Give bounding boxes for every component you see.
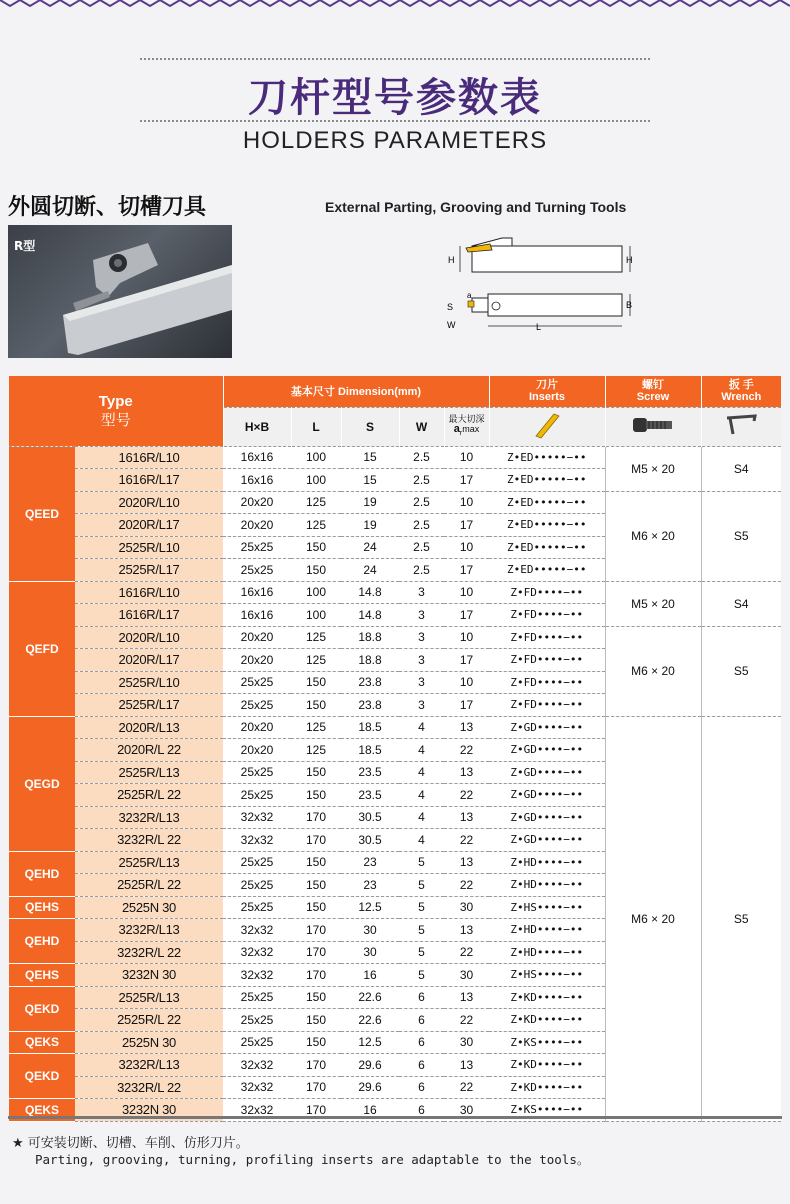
l-cell: 150 — [291, 671, 341, 694]
insert-cell: Z•GD••••−•• — [489, 829, 605, 852]
insert-cell: Z•ED•••••−•• — [489, 446, 605, 469]
group-name: QEKD — [9, 1054, 75, 1099]
s-cell: 30 — [341, 919, 399, 942]
w-cell: 3 — [399, 671, 444, 694]
screw-icon — [631, 412, 675, 438]
model-cell: 2020R/L 22 — [75, 739, 223, 762]
screw-cell: M5 × 20 — [605, 581, 701, 626]
screw-header — [605, 376, 701, 407]
s-cell: 30 — [341, 941, 399, 964]
w-cell: 4 — [399, 761, 444, 784]
w-cell: 4 — [399, 806, 444, 829]
hb-cell: 25x25 — [223, 1009, 291, 1032]
group-name: QEKD — [9, 986, 75, 1031]
hb-cell: 25x25 — [223, 851, 291, 874]
insert-cell: Z•ED•••••−•• — [489, 469, 605, 492]
insert-cell: Z•GD••••−•• — [489, 784, 605, 807]
depth-cell: 22 — [444, 829, 489, 852]
bottom-rule — [8, 1116, 782, 1119]
depth-cell: 22 — [444, 784, 489, 807]
wrench-cell: S5 — [701, 626, 781, 716]
wrench-cell: S4 — [701, 581, 781, 626]
w-cell: 3 — [399, 626, 444, 649]
s-cell: 14.8 — [341, 581, 399, 604]
depth-cell: 13 — [444, 1054, 489, 1077]
hb-cell: 25x25 — [223, 536, 291, 559]
s-cell: 15 — [341, 446, 399, 469]
s-cell: 23.8 — [341, 694, 399, 717]
col-screw-image — [605, 407, 701, 446]
depth-cell: 17 — [444, 694, 489, 717]
group-name: QEKS — [9, 1031, 75, 1054]
model-cell: 2020R/L13 — [75, 716, 223, 739]
model-cell: 3232R/L 22 — [75, 941, 223, 964]
section-title-cn: 外圆切断、切槽刀具 — [8, 195, 207, 220]
s-cell: 22.6 — [341, 1009, 399, 1032]
label-h-right: H — [626, 255, 633, 265]
zigzag-border — [0, 0, 790, 10]
insert-cell: Z•KD••••−•• — [489, 1009, 605, 1032]
wrench-header — [701, 376, 781, 407]
w-cell: 2.5 — [399, 559, 444, 582]
w-cell: 4 — [399, 739, 444, 762]
wrench-header-en: Wrench — [721, 391, 762, 404]
depth-cell: 10 — [444, 581, 489, 604]
l-cell: 150 — [291, 986, 341, 1009]
model-cell: 2525R/L10 — [75, 536, 223, 559]
col-insert-image — [489, 407, 605, 446]
depth-cell: 17 — [444, 604, 489, 627]
model-cell: 2525R/L13 — [75, 761, 223, 784]
l-cell: 125 — [291, 739, 341, 762]
insert-cell: Z•FD••••−•• — [489, 604, 605, 627]
model-cell: 1616R/L17 — [75, 469, 223, 492]
model-cell: 1616R/L10 — [75, 581, 223, 604]
group-name: QEGD — [9, 716, 75, 851]
label-h-left: H — [448, 255, 455, 265]
insert-cell: Z•ED•••••−•• — [489, 559, 605, 582]
insert-cell: Z•HD••••−•• — [489, 941, 605, 964]
model-cell: 3232N 30 — [75, 964, 223, 987]
s-cell: 23 — [341, 874, 399, 897]
l-cell: 170 — [291, 829, 341, 852]
w-cell: 4 — [399, 716, 444, 739]
depth-cell: 10 — [444, 446, 489, 469]
l-cell: 100 — [291, 581, 341, 604]
hb-cell: 32x32 — [223, 1054, 291, 1077]
col-wrench-image — [701, 407, 781, 446]
insert-cell: Z•FD••••−•• — [489, 649, 605, 672]
table-row — [9, 581, 781, 604]
l-cell: 150 — [291, 1031, 341, 1054]
hb-cell: 20x20 — [223, 739, 291, 762]
divider-middle — [140, 120, 650, 122]
hb-cell: 16x16 — [223, 604, 291, 627]
screw-cell: M6 × 20 — [605, 491, 701, 581]
note-en: Parting, grooving, turning, profiling inserts are adaptable to the tools。 — [35, 1152, 590, 1167]
l-cell: 150 — [291, 536, 341, 559]
model-cell: 3232R/L 22 — [75, 829, 223, 852]
w-cell: 2.5 — [399, 491, 444, 514]
s-cell: 18.5 — [341, 716, 399, 739]
depth-cell: 22 — [444, 1076, 489, 1099]
s-cell: 22.6 — [341, 986, 399, 1009]
w-cell: 6 — [399, 1031, 444, 1054]
l-cell: 150 — [291, 851, 341, 874]
insert-cell: Z•KD••••−•• — [489, 1054, 605, 1077]
hb-cell: 16x16 — [223, 581, 291, 604]
s-cell: 29.6 — [341, 1076, 399, 1099]
s-cell: 23.8 — [341, 671, 399, 694]
l-cell: 100 — [291, 446, 341, 469]
insert-cell: Z•HS••••−•• — [489, 964, 605, 987]
l-cell: 125 — [291, 491, 341, 514]
model-cell: 2525R/L 22 — [75, 874, 223, 897]
inserts-header-en: Inserts — [528, 391, 566, 404]
w-cell: 3 — [399, 604, 444, 627]
dimension-header: 基本尺寸 Dimension(mm) — [223, 376, 489, 407]
group-name: QEHD — [9, 919, 75, 964]
l-cell: 100 — [291, 469, 341, 492]
screw-cell: M6 × 20 — [605, 626, 701, 716]
model-cell: 2020R/L17 — [75, 649, 223, 672]
w-cell: 6 — [399, 1099, 444, 1122]
screw-cell: M5 × 20 — [605, 446, 701, 491]
depth-cell: 10 — [444, 536, 489, 559]
hb-cell: 25x25 — [223, 986, 291, 1009]
insert-cell: Z•KS••••−•• — [489, 1031, 605, 1054]
w-cell: 5 — [399, 874, 444, 897]
insert-icon — [532, 410, 562, 440]
group-name: QEKS — [9, 1099, 75, 1122]
depth-cell: 22 — [444, 1009, 489, 1032]
screw-cell: M6 × 20 — [605, 716, 701, 1121]
tool-dimension-diagram — [440, 232, 640, 334]
w-cell: 5 — [399, 896, 444, 919]
insert-cell: Z•HD••••−•• — [489, 851, 605, 874]
group-name: QEFD — [9, 581, 75, 716]
depth-cell: 10 — [444, 671, 489, 694]
s-cell: 23.5 — [341, 761, 399, 784]
w-cell: 3 — [399, 581, 444, 604]
insert-cell: Z•HD••••−•• — [489, 874, 605, 897]
inserts-header — [489, 376, 605, 407]
hb-cell: 25x25 — [223, 874, 291, 897]
hb-cell: 25x25 — [223, 671, 291, 694]
wrench-cell: S4 — [701, 446, 781, 491]
l-cell: 125 — [291, 649, 341, 672]
model-cell: 1616R/L10 — [75, 446, 223, 469]
hb-cell: 32x32 — [223, 941, 291, 964]
col-s: S — [341, 407, 399, 446]
w-cell: 2.5 — [399, 536, 444, 559]
model-cell: 2525R/L 22 — [75, 1009, 223, 1032]
model-cell: 2020R/L10 — [75, 491, 223, 514]
table-body — [9, 446, 781, 1121]
depth-cell: 10 — [444, 626, 489, 649]
wrench-header-cn: 扳 手 — [728, 379, 754, 392]
w-cell: 6 — [399, 1076, 444, 1099]
inserts-header-cn: 刀片 — [536, 379, 559, 392]
hb-cell: 32x32 — [223, 1076, 291, 1099]
hb-cell: 25x25 — [223, 559, 291, 582]
group-name: QEHD — [9, 851, 75, 896]
insert-cell: Z•ED•••••−•• — [489, 491, 605, 514]
l-cell: 150 — [291, 784, 341, 807]
depth-cell: 30 — [444, 964, 489, 987]
hb-cell: 25x25 — [223, 761, 291, 784]
hb-cell: 20x20 — [223, 649, 291, 672]
w-cell: 3 — [399, 694, 444, 717]
model-cell: 3232R/L 22 — [75, 1076, 223, 1099]
depth-cell: 13 — [444, 851, 489, 874]
table-row — [9, 446, 781, 469]
col-depth-cn: 最大切深 — [448, 413, 485, 424]
l-cell: 170 — [291, 1076, 341, 1099]
l-cell: 170 — [291, 919, 341, 942]
hb-cell: 16x16 — [223, 469, 291, 492]
type-header-en: Type — [98, 392, 133, 410]
model-cell: 2525R/L13 — [75, 986, 223, 1009]
w-cell: 4 — [399, 829, 444, 852]
l-cell: 170 — [291, 806, 341, 829]
hb-cell: 20x20 — [223, 626, 291, 649]
model-cell: 2020R/L10 — [75, 626, 223, 649]
l-cell: 170 — [291, 964, 341, 987]
model-cell: 2525R/L17 — [75, 559, 223, 582]
w-cell: 5 — [399, 964, 444, 987]
s-cell: 12.5 — [341, 1031, 399, 1054]
hb-cell: 25x25 — [223, 896, 291, 919]
type-header-cn: 型号 — [100, 411, 131, 429]
model-cell: 3232N 30 — [75, 1099, 223, 1122]
model-cell: 2020R/L17 — [75, 514, 223, 537]
l-cell: 125 — [291, 626, 341, 649]
group-name: QEHS — [9, 896, 75, 919]
group-name: QEHS — [9, 964, 75, 987]
tool-holder-illustration — [8, 225, 232, 358]
l-cell: 170 — [291, 1099, 341, 1122]
model-cell: 3232R/L13 — [75, 919, 223, 942]
insert-cell: Z•GD••••−•• — [489, 806, 605, 829]
label-w: W — [447, 320, 456, 330]
w-cell: 5 — [399, 851, 444, 874]
model-cell: 2525R/L13 — [75, 851, 223, 874]
depth-cell: 22 — [444, 874, 489, 897]
l-cell: 170 — [291, 1054, 341, 1077]
screw-header-cn: 螺钉 — [642, 379, 665, 392]
col-depth — [444, 407, 489, 446]
model-cell: 2525N 30 — [75, 1031, 223, 1054]
model-cell: 2525R/L10 — [75, 671, 223, 694]
insert-cell: Z•FD••••−•• — [489, 694, 605, 717]
wrench-cell: S5 — [701, 491, 781, 581]
model-cell: 3232R/L13 — [75, 806, 223, 829]
w-cell: 6 — [399, 1054, 444, 1077]
depth-cell: 17 — [444, 559, 489, 582]
l-cell: 150 — [291, 694, 341, 717]
w-cell: 6 — [399, 1009, 444, 1032]
insert-cell: Z•GD••••−•• — [489, 739, 605, 762]
l-cell: 150 — [291, 559, 341, 582]
hb-cell: 32x32 — [223, 829, 291, 852]
hb-cell: 32x32 — [223, 919, 291, 942]
s-cell: 19 — [341, 514, 399, 537]
s-cell: 23.5 — [341, 784, 399, 807]
hb-cell: 32x32 — [223, 806, 291, 829]
note-cn: ★ 可安装切断、切槽、车削、仿形刀片。 — [12, 1136, 249, 1151]
insert-cell: Z•KD••••−•• — [489, 986, 605, 1009]
hb-cell: 20x20 — [223, 514, 291, 537]
insert-cell: Z•ED•••••−•• — [489, 514, 605, 537]
table-row — [9, 626, 781, 649]
type-header — [9, 376, 223, 446]
depth-cell: 22 — [444, 941, 489, 964]
s-cell: 30.5 — [341, 829, 399, 852]
depth-cell: 30 — [444, 1031, 489, 1054]
hb-cell: 20x20 — [223, 491, 291, 514]
table-row — [9, 491, 781, 514]
insert-cell: Z•FD••••−•• — [489, 626, 605, 649]
insert-cell: Z•HS••••−•• — [489, 896, 605, 919]
depth-cell: 30 — [444, 896, 489, 919]
s-cell: 18.8 — [341, 626, 399, 649]
depth-cell: 13 — [444, 919, 489, 942]
s-cell: 15 — [341, 469, 399, 492]
hb-cell: 25x25 — [223, 694, 291, 717]
w-cell: 3 — [399, 649, 444, 672]
insert-cell: Z•ED•••••−•• — [489, 536, 605, 559]
table-row — [9, 716, 781, 739]
col-w: W — [399, 407, 444, 446]
hb-cell: 25x25 — [223, 784, 291, 807]
s-cell: 14.8 — [341, 604, 399, 627]
w-cell: 4 — [399, 784, 444, 807]
page-title-cn: 刀杆型号参数表 — [248, 75, 542, 121]
s-cell: 18.8 — [341, 649, 399, 672]
l-cell: 125 — [291, 716, 341, 739]
hb-cell: 32x32 — [223, 964, 291, 987]
model-cell: 3232R/L13 — [75, 1054, 223, 1077]
l-cell: 170 — [291, 941, 341, 964]
depth-cell: 13 — [444, 761, 489, 784]
holders-table — [9, 376, 781, 1122]
label-s: S — [447, 302, 454, 312]
hb-cell: 20x20 — [223, 716, 291, 739]
wrench-cell: S5 — [701, 716, 781, 1121]
w-cell: 5 — [399, 919, 444, 942]
model-cell: 1616R/L17 — [75, 604, 223, 627]
w-cell: 5 — [399, 941, 444, 964]
s-cell: 29.6 — [341, 1054, 399, 1077]
s-cell: 30.5 — [341, 806, 399, 829]
col-depth-a: a — [453, 422, 460, 435]
w-cell: 2.5 — [399, 514, 444, 537]
insert-cell: Z•KD••••−•• — [489, 1076, 605, 1099]
s-cell: 16 — [341, 1099, 399, 1122]
l-cell: 100 — [291, 604, 341, 627]
insert-cell: Z•FD••••−•• — [489, 581, 605, 604]
wrench-icon — [721, 412, 761, 438]
depth-cell: 13 — [444, 716, 489, 739]
insert-cell: Z•FD••••−•• — [489, 671, 605, 694]
page-title-en: HOLDERS PARAMETERS — [242, 127, 548, 154]
depth-cell: 17 — [444, 469, 489, 492]
w-cell: 2.5 — [399, 469, 444, 492]
insert-cell: Z•HD••••−•• — [489, 919, 605, 942]
screw-header-en: Screw — [636, 391, 670, 404]
depth-cell: 22 — [444, 739, 489, 762]
l-cell: 150 — [291, 896, 341, 919]
depth-cell: 13 — [444, 806, 489, 829]
model-cell: 2525R/L 22 — [75, 784, 223, 807]
depth-cell: 17 — [444, 514, 489, 537]
section-title-en: External Parting, Grooving and Turning Tools — [325, 199, 627, 215]
insert-cell: Z•GD••••−•• — [489, 761, 605, 784]
photo-label: R型 — [14, 239, 36, 253]
s-cell: 24 — [341, 559, 399, 582]
s-cell: 24 — [341, 536, 399, 559]
tool-photo — [8, 225, 232, 358]
depth-cell: 13 — [444, 986, 489, 1009]
l-cell: 150 — [291, 1009, 341, 1032]
s-cell: 23 — [341, 851, 399, 874]
label-l: L — [536, 322, 542, 332]
label-a: a — [467, 291, 472, 300]
col-depth-max: max — [462, 423, 480, 434]
depth-cell: 10 — [444, 491, 489, 514]
group-name: QEED — [9, 446, 75, 581]
hb-cell: 32x32 — [223, 1099, 291, 1122]
divider-top — [140, 58, 650, 60]
hb-cell: 25x25 — [223, 1031, 291, 1054]
model-cell: 2525N 30 — [75, 896, 223, 919]
col-hb: H×B — [223, 407, 291, 446]
depth-cell: 17 — [444, 649, 489, 672]
model-cell: 2525R/L17 — [75, 694, 223, 717]
l-cell: 125 — [291, 514, 341, 537]
col-depth-r: r — [459, 430, 463, 438]
col-l: L — [291, 407, 341, 446]
s-cell: 19 — [341, 491, 399, 514]
s-cell: 18.5 — [341, 739, 399, 762]
label-b: B — [626, 300, 633, 310]
insert-cell: Z•GD••••−•• — [489, 716, 605, 739]
w-cell: 2.5 — [399, 446, 444, 469]
s-cell: 12.5 — [341, 896, 399, 919]
l-cell: 150 — [291, 761, 341, 784]
hb-cell: 16x16 — [223, 446, 291, 469]
s-cell: 16 — [341, 964, 399, 987]
depth-cell: 30 — [444, 1099, 489, 1122]
l-cell: 150 — [291, 874, 341, 897]
w-cell: 6 — [399, 986, 444, 1009]
insert-cell: Z•KS••••−•• — [489, 1099, 605, 1122]
